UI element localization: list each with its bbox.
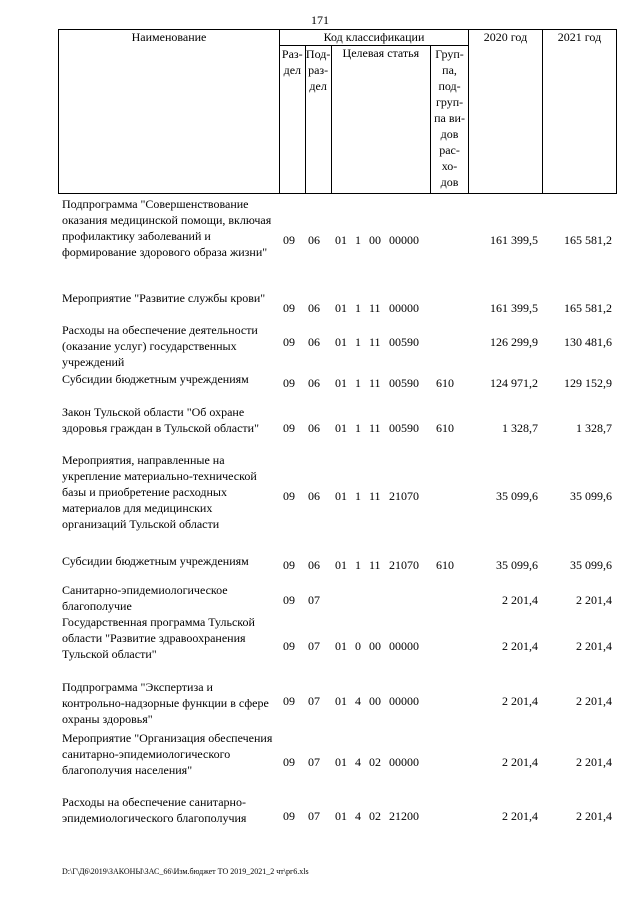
header-name: Наименование [59,30,280,194]
row-name: Расходы на обеспечение деятельности (оказание услуг) государственных учреждений [62,323,258,369]
row-cs3: 11 [369,301,381,315]
header-2021: 2021 год [543,30,617,194]
row-cs2: 4 [355,755,361,769]
row-v2020: 161 399,5 [490,301,538,315]
row-name: Закон Тульской области "Об охране здоровья граждан в Тульской области" [62,405,259,435]
row-cs4: 21200 [389,809,419,823]
row-v2020: 126 299,9 [490,335,538,349]
row-pr: 06 [308,376,320,390]
row-cs4: 00590 [389,376,419,390]
row-v2020: 2 201,4 [502,639,538,653]
header-podrazdel: Под- раз- дел [305,46,331,194]
row-v2020: 2 201,4 [502,694,538,708]
row-rz: 09 [283,233,295,247]
row-rz: 09 [283,489,295,503]
row-name: Мероприятие "Развитие службы крови" [62,291,266,305]
row-cs4: 00590 [389,335,419,349]
row-v2020: 2 201,4 [502,593,538,607]
row-rz: 09 [283,421,295,435]
row-v2021: 2 201,4 [576,809,612,823]
row-v2021: 2 201,4 [576,755,612,769]
row-cs4: 00000 [389,639,419,653]
row-cs1: 01 [335,376,347,390]
row-cs3: 02 [369,809,381,823]
row-cs2: 1 [355,558,361,572]
row-v2021: 165 581,2 [564,233,612,247]
row-cs3: 00 [369,639,381,653]
row-cs2: 1 [355,376,361,390]
row-cs1: 01 [335,755,347,769]
row-cs4: 21070 [389,489,419,503]
row-v2020: 35 099,6 [496,489,538,503]
file-path-footer: D:\Г\Д6\2019\ЗАКОНЫ\ЗАС_66\Изм.бюджет ТО 2019_2021_2 чт\рг6.xls [62,867,309,876]
row-rz: 09 [283,376,295,390]
row-cs1: 01 [335,421,347,435]
row-pr: 06 [308,301,320,315]
row-cs3: 11 [369,421,381,435]
row-pr: 06 [308,558,320,572]
row-cs4: 21070 [389,558,419,572]
row-rz: 09 [283,809,295,823]
row-v2021: 1 328,7 [576,421,612,435]
row-name: Санитарно-эпидемиологическое благополучие [62,583,228,613]
row-cs2: 0 [355,639,361,653]
row-v2021: 129 152,9 [564,376,612,390]
row-name: Субсидии бюджетным учреждениям [62,372,249,386]
row-vr: 610 [436,376,454,390]
row-v2021: 2 201,4 [576,639,612,653]
row-v2020: 2 201,4 [502,809,538,823]
row-rz: 09 [283,694,295,708]
row-cs1: 01 [335,694,347,708]
row-vr: 610 [436,558,454,572]
row-v2021: 2 201,4 [576,593,612,607]
row-cs4: 00000 [389,233,419,247]
row-cs1: 01 [335,639,347,653]
row-name: Мероприятие "Организация обеспечения санитарно-эпидемиологического благополучия населения" [62,731,273,777]
row-cs2: 4 [355,809,361,823]
row-pr: 07 [308,639,320,653]
page-number: 171 [311,13,329,27]
row-v2021: 35 099,6 [570,489,612,503]
row-cs3: 02 [369,755,381,769]
row-cs4: 00000 [389,755,419,769]
row-cs4: 00000 [389,694,419,708]
row-v2021: 35 099,6 [570,558,612,572]
row-pr: 07 [308,694,320,708]
row-pr: 06 [308,489,320,503]
row-v2021: 2 201,4 [576,694,612,708]
row-cs1: 01 [335,301,347,315]
row-cs1: 01 [335,233,347,247]
row-rz: 09 [283,558,295,572]
row-cs3: 00 [369,233,381,247]
row-cs2: 4 [355,694,361,708]
row-cs3: 11 [369,335,381,349]
header-gruppa: Груп- па, под- груп- па ви- дов рас- хо- дов [431,46,469,194]
row-name: Мероприятия, направленные на укрепление материально-технической базы и приобретение расходных материалов для медицинских организаций Тульской области [62,453,257,531]
row-cs3: 11 [369,376,381,390]
row-cs1: 01 [335,335,347,349]
row-rz: 09 [283,593,295,607]
row-v2020: 2 201,4 [502,755,538,769]
row-cs1: 01 [335,489,347,503]
row-cs3: 11 [369,558,381,572]
row-cs4: 00000 [389,301,419,315]
row-cs2: 1 [355,489,361,503]
row-name: Подпрограмма "Экспертиза и контрольно-надзорные функции в сфере охраны здоровья" [62,680,269,726]
row-cs2: 1 [355,335,361,349]
row-pr: 07 [308,593,320,607]
row-name: Государственная программа Тульской области "Развитие здравоохранения Тульской области" [62,615,255,661]
row-name: Субсидии бюджетным учреждениям [62,554,249,568]
row-pr: 06 [308,233,320,247]
row-cs3: 00 [369,694,381,708]
row-cs2: 1 [355,421,361,435]
row-name: Подпрограмма "Совершенствование оказания медицинской помощи, включая профилактику заболеваний и формирование здорового образа жизни" [62,197,272,259]
row-cs1: 01 [335,809,347,823]
header-celevaya: Целевая статья [331,46,430,194]
row-name: Расходы на обеспечение санитарно-эпидемиологического благополучия [62,795,247,825]
row-rz: 09 [283,335,295,349]
row-pr: 07 [308,809,320,823]
header-2020: 2020 год [469,30,543,194]
row-v2020: 161 399,5 [490,233,538,247]
row-cs2: 1 [355,233,361,247]
row-pr: 07 [308,755,320,769]
row-cs2: 1 [355,301,361,315]
row-cs4: 00590 [389,421,419,435]
row-rz: 09 [283,755,295,769]
row-v2020: 1 328,7 [502,421,538,435]
row-pr: 06 [308,421,320,435]
row-v2020: 35 099,6 [496,558,538,572]
row-cs1: 01 [335,558,347,572]
row-v2021: 165 581,2 [564,301,612,315]
row-cs3: 11 [369,489,381,503]
row-pr: 06 [308,335,320,349]
row-v2020: 124 971,2 [490,376,538,390]
row-v2021: 130 481,6 [564,335,612,349]
row-vr: 610 [436,421,454,435]
row-rz: 09 [283,301,295,315]
row-rz: 09 [283,639,295,653]
header-razdel: Раз- дел [280,46,306,194]
header-code-group: Код классификации [280,30,469,46]
